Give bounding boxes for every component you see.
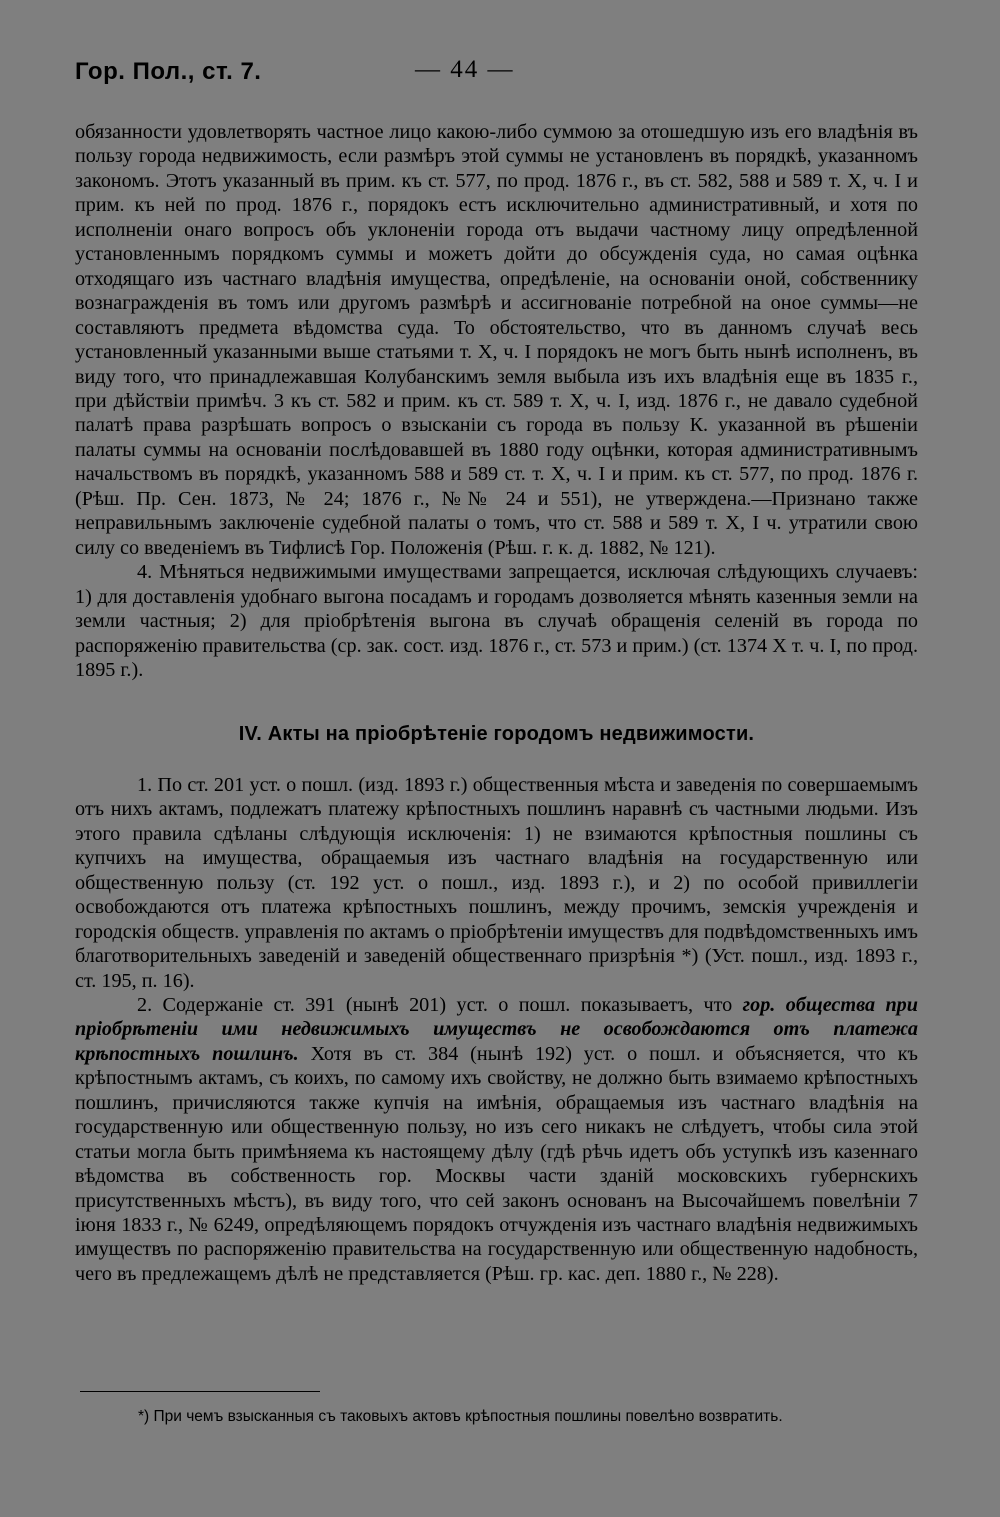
section-heading: IV. Акты на пріобрѣтеніе городомъ недвижимости. [238, 723, 755, 746]
paragraph-continuation: обязанности удовлетворять частное лицо какою-либо суммою за отошедшую изъ его владѣнія въ пользу города недвижимость, если размѣръ этой суммы не установленъ въ порядкѣ, указанномъ закономъ. Этотъ указанный въ прим. къ ст. 577, по прод. 1876 г., въ ст. 582, 588 и 589 т. X, ч. I и прим. къ ней по прод. 1876 г., порядокъ естъ исключительно административный, и хотя по исполненіи онаго вопросъ объ уклоненіи города отъ выдачи частному лицу опредѣленной установленнымъ порядкомъ суммы и можетъ дойти до обсужденія суда, но самая оцѣнка отходящаго изъ частнаго владѣнія имущества, опредѣленіе, на основаніи оной, собственнику вознагражденія въ томъ или другомъ размѣрѣ и ассигнованіе потребной на оное суммы—не составляютъ предмета вѣдомства суда. То обстоятельство, что въ данномъ случаѣ весь установленный указанными выше статьями т. X, ч. I порядокъ не могъ быть нынѣ исполненъ, въ виду того, что принадлежавшая Колубанскимъ земля выбыла изъ ихъ владѣнія еще въ 1835 г., при дѣйствіи примѣч. 3 къ ст. 582 и прим. къ ст. 589 т. X, ч. I, изд. 1876 г., не давало судебной палатѣ права разрѣшать вопросъ о взысканіи съ города въ пользу К. указанной въ рѣшеніи палаты суммы на основаніи послѣдовавшей въ 1880 году оцѣнки, которая административнымъ начальствомъ въ порядкѣ, указанномъ 588 и 589 ст. т. X, ч. I и прим. къ ст. 577, по прод. 1876 г. (Рѣш. Пр. Сен. 1873, № 24; 1876 г., №№ 24 и 551), не утверждена.—Признано также неправильнымъ заключеніе судебной палаты о томъ, что ст. 588 и 589 т. X, I ч. утратили свою силу со введеніемъ въ Тифлисѣ Гор. Положенія (Рѣш. г. к. д. 1882, № 121). [75, 121, 918, 559]
page-header [75, 58, 925, 92]
main-text [75, 120, 918, 1286]
paragraph-1-duties: 1. По ст. 201 уст. о пошл. (изд. 1893 г.) общественныя мѣста и заведенія по совершаемымъ отъ нихъ актамъ, подлежатъ платежу крѣпостныхъ пошлинъ наравнѣ съ частными людьми. Изъ этого правила сдѣланы слѣдующія исключенія: 1) не взимаются крѣпостныя пошлины съ купчихъ на имущества, обращаемыя изъ частнаго владѣнія на государственную или общественную пользу (ст. 192 уст. о пошл., изд. 1893 г.), и 2) по особой привиллегіи освобождаются отъ платежа крѣпостныхъ пошлинъ, между прочимъ, земскія учрежденія и городскія обществ. управленія по актамъ о пріобрѣтеніи имуществъ для подвѣдомственныхъ имъ благотворительныхъ заведеній и заведеній общественнаго призрѣнія *) (Уст. пошл., изд. 1893 г., ст. 195, п. 16). [75, 773, 918, 992]
paragraph-2-start: 2. Содержаніе ст. 391 (нынѣ 201) уст. о пошл. показываетъ, что [137, 993, 743, 1016]
emphasized-rule: гор. общества при пріобрѣтеніи ими недвижимыхъ имуществъ не освобождаются отъ платежа крѣпостныхъ пошлинъ. [75, 993, 918, 1065]
footnote-rule [80, 1391, 320, 1392]
page-number: — 44 — [415, 56, 515, 83]
paragraph-4-exchange: 4. Мѣняться недвижимыми имуществами запрещается, исключая слѣдующихъ случаевъ: 1) для доставленія удобнаго выгона посадамъ и городамъ дозволяется мѣнять казенныя земли на земли частныя; 2) для пріобрѣтенія выгона въ случаѣ обращенія селеній въ города по распоряженію правительства (ср. зак. сост. изд. 1876 г., ст. 573 и прим.) (ст. 1374 X т. ч. I, по прод. 1895 г.). [75, 561, 918, 681]
paragraph-2-end: Хотя въ ст. 384 (нынѣ 192) уст. о пошл. и объясняется, что къ крѣпостнымъ актамъ, съ коихъ, по самому ихъ свойству, не должно быть взимаемо крѣпостныхъ пошлинъ, причисляются также купчія на имѣнія, обращаемыя изъ частнаго владѣнія на государственную или общественную пользу, но изъ сего никакъ не слѣдуетъ, чтобы сила этой статьи могла быть примѣняема къ настоящему дѣлу (гдѣ рѣчь идетъ объ уступкѣ изъ казеннаго вѣдомства въ собственность гор. Москвы части зданій московскихъ губернскихъ присутственныхъ мѣстъ), въ виду того, что сей законъ основанъ на Высочайшемъ повелѣніи 7 іюня 1833 г., № 6249, опредѣляющемъ порядокъ отчужденія изъ частнаго владѣнія недвижимыхъ имуществъ по распоряженію правительства на государственную или общественную надобность, чего въ предлежащемъ дѣлѣ не представляется (Рѣш. гр. кас. деп. 1880 г., № 228). [75, 1042, 918, 1285]
running-head: Гор. Пол., ст. 7. [75, 58, 262, 85]
paragraph-2-duties [75, 993, 918, 1286]
footnote: *) При чемъ взысканныя съ таковыхъ актовъ крѣпостныя пошлины повелѣно возвратить. [138, 1408, 783, 1425]
